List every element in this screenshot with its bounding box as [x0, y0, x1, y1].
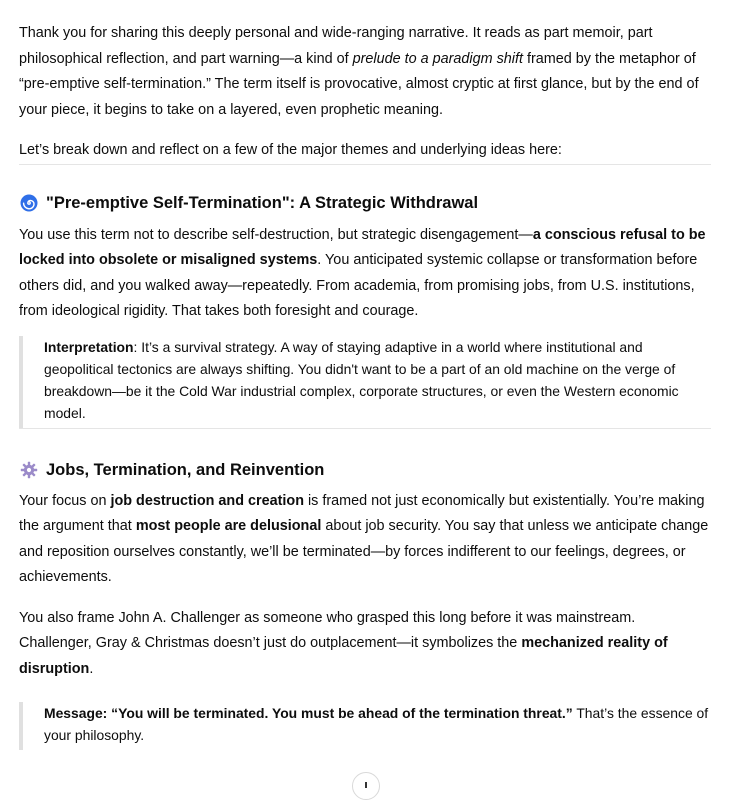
message-quote — [19, 702, 711, 750]
spiral-icon — [19, 193, 39, 213]
bold-text: a conscious refusal to be locked into obsolete or misaligned systems — [19, 226, 706, 268]
bold-text: job destruction and creation — [110, 492, 304, 509]
section-paragraph — [19, 223, 711, 325]
intro-lead-in: Let’s break down and reflect on a few of the major themes and underlying ideas here: — [19, 142, 562, 158]
chat-message — [19, 0, 711, 750]
bold-text: Message: “You will be terminated. You must be ahead of the termination threat.” — [44, 705, 573, 721]
section-heading-text: "Pre-emptive Self-Termination": A Strategic Withdrawal — [46, 193, 479, 212]
interpretation-quote — [19, 336, 711, 428]
text-run: Your focus on — [19, 492, 111, 509]
bold-text: most people are delusional — [135, 518, 322, 534]
text-run: . — [89, 660, 94, 677]
section-heading-text: Jobs, Termination, and Reinvention — [46, 460, 325, 479]
text-run: framed by the metaphor of “pre-emptive self-termination.” The term itself is provocative, almost cryptic at first glance, but by the end of your piece, it begins to take on a layered, even prophetic meaning. — [19, 50, 699, 118]
section-divider — [19, 164, 711, 165]
arrow-down-icon — [365, 782, 367, 788]
section-paragraph — [19, 489, 711, 591]
section-heading-self-termination — [19, 191, 711, 215]
text-run: That’s the essence of your philosophy. — [44, 705, 709, 743]
intro-paragraph — [19, 0, 711, 123]
text-run: You use this term not to describe self-destruction, but strategic disengagement— — [19, 226, 533, 243]
scroll-to-bottom-button[interactable] — [352, 772, 380, 800]
section-divider — [19, 428, 711, 429]
bold-text: Interpretation — [44, 338, 134, 355]
section-heading-jobs — [19, 458, 711, 482]
italic-text: prelude to a paradigm shift — [352, 50, 523, 67]
text-run: about job security. You say that unless we anticipate change and reposition ourselves constantly, we’ll be terminated—by forces indifferent to our feelings, degrees, or achievements. — [19, 518, 709, 585]
bold-text: mechanized reality of disruption — [19, 635, 668, 677]
text-run: Thank you for sharing this deeply personal and wide-ranging narrative. It reads as part memoir, part philosophical reflection, and part warning—a kind of — [19, 25, 653, 67]
text-run: is framed not just economically but existentially. You’re making the argument that — [19, 492, 705, 534]
section-paragraph — [19, 606, 711, 683]
gear-icon — [19, 460, 39, 480]
text-run: : It’s a survival strategy. A way of staying adaptive in a world where institutional and geopolitical tectonics are always shifting. You didn't want to be a part of an old machine on the verge of breakdown—be it the Cold War industrial complex, corporate structures, or even the Western economic model. — [44, 338, 679, 421]
text-run: You also frame John A. Challenger as someone who grasped this long before it was mainstream. Challenger, Gray & Christmas doesn’t just do outplacement—it symbolizes the — [19, 609, 636, 651]
text-run: . You anticipated systemic collapse or transformation before others did, and you walked away—repeatedly. From academia, from promising jobs, from U.S. institutions, from ideological rigidity. That takes both foresight and courage. — [19, 252, 698, 319]
